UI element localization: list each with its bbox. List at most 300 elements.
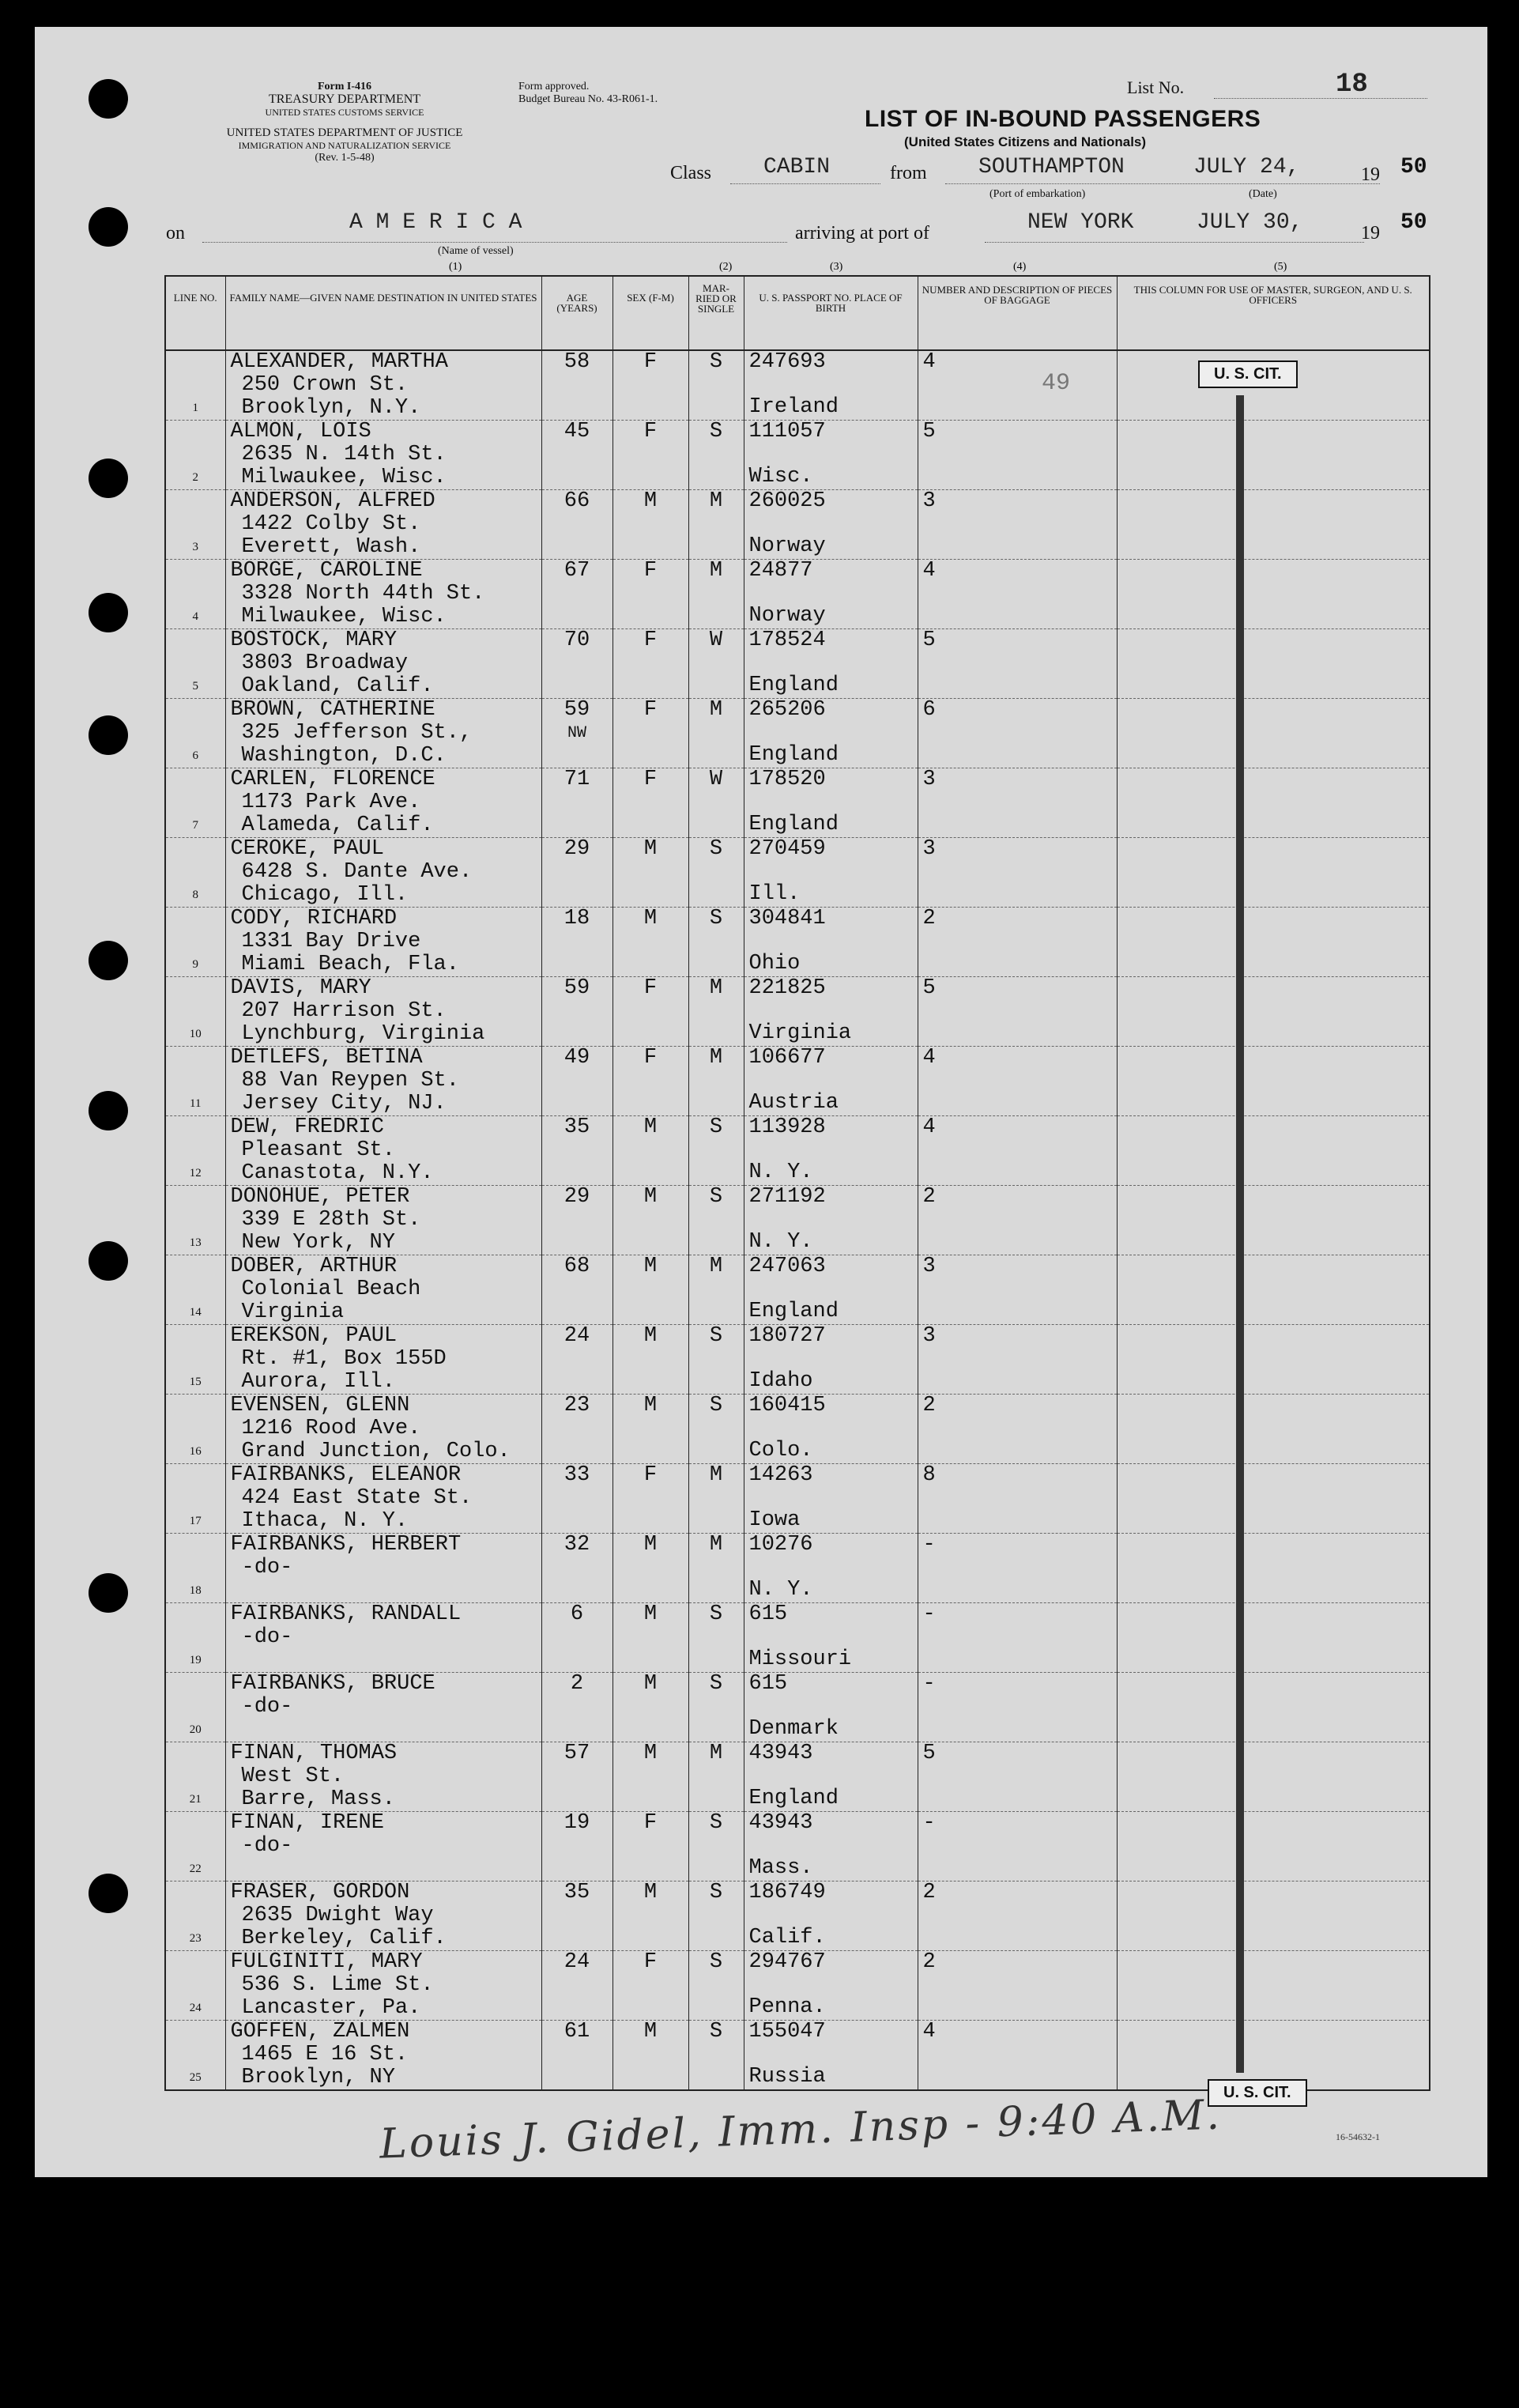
address-line-2: Brooklyn, N.Y. <box>241 396 421 420</box>
passenger-name: FAIRBANKS, RANDALL <box>230 1602 462 1626</box>
address-line-2: Ithaca, N. Y. <box>241 1509 409 1533</box>
passport-number: 247063 <box>748 1255 826 1278</box>
birthplace: Norway <box>748 604 826 628</box>
marital-status: M <box>709 489 723 513</box>
marital-cell <box>688 1464 744 1534</box>
line-number <box>165 1116 225 1186</box>
marital-status: M <box>709 698 723 722</box>
birthplace: Russia <box>748 2065 826 2089</box>
sex: M <box>643 837 658 861</box>
punch-hole <box>89 79 128 119</box>
age-cell <box>541 1395 612 1464</box>
age-cell <box>541 490 612 560</box>
passport-cell <box>744 1881 918 1951</box>
marital-status: M <box>709 1255 723 1278</box>
col-num-5: (5) <box>1274 261 1287 273</box>
age-cell <box>541 2021 612 2091</box>
line-no: 20 <box>189 1723 202 1736</box>
sex-cell <box>612 908 688 977</box>
baggage-cell <box>918 908 1117 977</box>
passenger-name: ANDERSON, ALFRED <box>230 489 435 513</box>
baggage-cell <box>918 1673 1117 1742</box>
passenger-name: CEROKE, PAUL <box>230 837 384 861</box>
sex: F <box>643 698 658 722</box>
address-line-1: Pleasant St. <box>241 1138 395 1162</box>
address-line-2: Canastota, N.Y. <box>241 1161 434 1185</box>
sex: M <box>643 489 658 513</box>
embark-date: JULY 24, <box>1193 155 1300 179</box>
baggage-count: 4 <box>922 1115 936 1139</box>
marital-status: S <box>709 350 723 374</box>
marital-status: S <box>709 1950 723 1974</box>
address-line-1: Colonial Beach <box>241 1278 421 1301</box>
sex-cell <box>612 699 688 768</box>
official-use-cell <box>1117 1395 1430 1464</box>
address-line-2: Chicago, Ill. <box>241 883 409 907</box>
passenger-name: FINAN, THOMAS <box>230 1742 398 1765</box>
passport-number: 155047 <box>748 2020 826 2044</box>
marital-cell <box>688 1116 744 1186</box>
address-line-2: Oakland, Calif. <box>241 674 434 698</box>
marital-cell <box>688 2021 744 2091</box>
marital-status: S <box>709 1811 723 1835</box>
birthplace: Denmark <box>748 1717 839 1741</box>
official-use-cell <box>1117 1255 1430 1325</box>
passenger-name: FRASER, GORDON <box>230 1881 410 1904</box>
passenger-name: ALEXANDER, MARTHA <box>230 350 448 374</box>
name-cell <box>225 490 541 560</box>
sex-cell <box>612 1534 688 1603</box>
marital-status: S <box>709 1324 723 1348</box>
baggage-count: 8 <box>922 1463 936 1487</box>
official-use-cell <box>1117 1881 1430 1951</box>
address-line-2: Lancaster, Pa. <box>241 1996 421 2020</box>
address-line-2: Virginia <box>241 1300 345 1324</box>
sex: M <box>643 1324 658 1348</box>
sex: F <box>643 1463 658 1487</box>
passport-cell <box>744 1603 918 1673</box>
sex-cell <box>612 1812 688 1881</box>
age-cell <box>541 768 612 838</box>
form-revision: (Rev. 1-5-48) <box>315 152 375 164</box>
passenger-name: EREKSON, PAUL <box>230 1324 398 1348</box>
age: 33 <box>564 1463 590 1487</box>
line-no: 22 <box>189 1863 202 1875</box>
name-cell <box>225 560 541 629</box>
address-line-1: 2635 N. 14th St. <box>241 443 447 466</box>
passport-cell <box>744 1464 918 1534</box>
age: 35 <box>564 1881 590 1904</box>
baggage-cell <box>918 490 1117 560</box>
baggage-cell <box>918 1395 1117 1464</box>
arrival-port: NEW YORK <box>1027 210 1134 235</box>
birthplace: Missouri <box>748 1647 852 1671</box>
baggage-count: - <box>922 1811 936 1835</box>
passport-number: 615 <box>748 1602 788 1626</box>
sex: M <box>643 1533 658 1557</box>
baggage-count: 2 <box>922 907 936 930</box>
sex-cell <box>612 1395 688 1464</box>
marital-status: S <box>709 1115 723 1139</box>
birthplace: Norway <box>748 534 826 558</box>
passport-number: 111057 <box>748 420 826 443</box>
official-use-cell <box>1117 699 1430 768</box>
marital-status: S <box>709 1672 723 1696</box>
passenger-name: DEW, FREDRIC <box>230 1115 384 1139</box>
address-line-1: 1465 E 16 St. <box>241 2043 409 2066</box>
passport-cell <box>744 1534 918 1603</box>
approval-text: Form approved. <box>518 81 590 92</box>
arrival-date: JULY 30, <box>1197 210 1303 235</box>
line-number <box>165 1603 225 1673</box>
passport-cell <box>744 1325 918 1395</box>
marital-cell <box>688 1047 744 1116</box>
col-num-3: (3) <box>830 261 843 273</box>
address-line-1: 2635 Dwight Way <box>241 1904 434 1927</box>
official-use-cell <box>1117 1116 1430 1186</box>
header-married: MAR- RIED OR SINGLE <box>688 276 744 350</box>
form-agency-block <box>163 81 526 164</box>
birthplace: N. Y. <box>748 1230 813 1254</box>
line-number <box>165 1047 225 1116</box>
name-cell <box>225 1812 541 1881</box>
baggage-count: 5 <box>922 628 936 652</box>
baggage-count: 2 <box>922 1881 936 1904</box>
marital-status: S <box>709 837 723 861</box>
list-no-underline <box>1214 98 1427 99</box>
marital-status: S <box>709 1881 723 1904</box>
sex: M <box>643 1185 658 1209</box>
sex-cell <box>612 1673 688 1742</box>
address-line-1: 339 E 28th St. <box>241 1208 421 1232</box>
passport-cell <box>744 421 918 490</box>
passport-number: 221825 <box>748 976 826 1000</box>
baggage-count: 2 <box>922 1185 936 1209</box>
birthplace: Virginia <box>748 1021 852 1045</box>
line-number <box>165 421 225 490</box>
official-use-cell <box>1117 1047 1430 1116</box>
age: 49 <box>564 1046 590 1070</box>
passport-number: 106677 <box>748 1046 826 1070</box>
year-prefix-2: 19 <box>1361 223 1380 243</box>
name-cell <box>225 1255 541 1325</box>
name-cell <box>225 1534 541 1603</box>
address-line-2: Aurora, Ill. <box>241 1370 395 1394</box>
form-title: LIST OF IN-BOUND PASSENGERS <box>865 106 1261 132</box>
line-number <box>165 977 225 1047</box>
age-cell <box>541 560 612 629</box>
marital-status: S <box>709 420 723 443</box>
sex-cell <box>612 421 688 490</box>
punch-hole <box>89 1091 128 1130</box>
arrival-underline <box>985 242 1364 243</box>
official-use-cell <box>1117 1186 1430 1255</box>
official-use-cell <box>1117 1534 1430 1603</box>
age-cell <box>541 1742 612 1812</box>
passport-cell <box>744 1742 918 1812</box>
age: 67 <box>564 559 590 583</box>
address-line-1: 1216 Rood Ave. <box>241 1417 421 1440</box>
age-cell <box>541 1603 612 1673</box>
line-no: 23 <box>189 1932 202 1945</box>
age-cell <box>541 629 612 699</box>
baggage-count: 6 <box>922 698 936 722</box>
passenger-name: BORGE, CAROLINE <box>230 559 423 583</box>
marital-cell <box>688 908 744 977</box>
baggage-cell <box>918 838 1117 908</box>
baggage-cell <box>918 1603 1117 1673</box>
age-note: NW <box>567 724 586 742</box>
col-num-1: (1) <box>449 261 462 273</box>
citizen-bracket-line <box>1236 395 1244 2073</box>
official-use-cell <box>1117 1812 1430 1881</box>
us-citizen-stamp-top: U. S. CIT. <box>1198 360 1298 388</box>
address-line-1: -do- <box>241 1834 293 1858</box>
class-label: Class <box>670 163 712 183</box>
line-number <box>165 1951 225 2021</box>
passport-cell <box>744 1116 918 1186</box>
line-number <box>165 2021 225 2091</box>
age: 29 <box>564 837 590 861</box>
vessel-underline <box>202 242 787 243</box>
header-baggage: NUMBER AND DESCRIPTION OF PIECES OF BAGGAGE <box>918 276 1117 350</box>
baggage-count: 3 <box>922 1324 936 1348</box>
baggage-count: 3 <box>922 1255 936 1278</box>
line-number <box>165 629 225 699</box>
line-no: 7 <box>192 819 198 832</box>
line-no: 16 <box>189 1445 202 1458</box>
line-number <box>165 560 225 629</box>
line-no: 12 <box>189 1167 202 1179</box>
baggage-count: 2 <box>922 1950 936 1974</box>
on-label: on <box>166 223 185 243</box>
passenger-name: FAIRBANKS, HERBERT <box>230 1533 462 1557</box>
punch-hole <box>89 1573 128 1613</box>
year-prefix-1: 19 <box>1361 164 1380 185</box>
age-cell <box>541 838 612 908</box>
passport-cell <box>744 350 918 421</box>
baggage-cell <box>918 1951 1117 2021</box>
passport-cell <box>744 699 918 768</box>
address-line-2: Lynchburg, Virginia <box>241 1022 485 1046</box>
birthplace: Iowa <box>748 1508 801 1532</box>
line-no: 18 <box>189 1584 202 1597</box>
baggage-count: 5 <box>922 420 936 443</box>
passport-number: 180727 <box>748 1324 826 1348</box>
passenger-name: BROWN, CATHERINE <box>230 698 435 722</box>
age: 35 <box>564 1115 590 1139</box>
header-sex: SEX (F-M) <box>612 276 688 350</box>
class-underline <box>730 183 880 184</box>
age-cell <box>541 1186 612 1255</box>
marital-status: M <box>709 976 723 1000</box>
passport-cell <box>744 1047 918 1116</box>
from-underline <box>945 183 1380 184</box>
address-line-1: 536 S. Lime St. <box>241 1973 434 1997</box>
passport-number: 160415 <box>748 1394 826 1417</box>
age-cell <box>541 1255 612 1325</box>
line-no: 4 <box>192 610 198 623</box>
birthplace: Ill. <box>748 882 801 906</box>
marital-cell <box>688 560 744 629</box>
line-no: 10 <box>189 1028 202 1040</box>
baggage-count: 4 <box>922 350 936 374</box>
line-no: 21 <box>189 1793 202 1806</box>
baggage-count: 5 <box>922 976 936 1000</box>
name-cell <box>225 838 541 908</box>
year-2: 50 <box>1400 210 1427 235</box>
baggage-cell <box>918 1116 1117 1186</box>
address-line-1: 6428 S. Dante Ave. <box>241 860 473 884</box>
sex: F <box>643 1811 658 1835</box>
passenger-name: DETLEFS, BETINA <box>230 1046 423 1070</box>
baggage-cell <box>918 629 1117 699</box>
line-number <box>165 1742 225 1812</box>
age-cell <box>541 421 612 490</box>
sex-cell <box>612 1603 688 1673</box>
age: 19 <box>564 1811 590 1835</box>
age-cell <box>541 1325 612 1395</box>
line-number <box>165 768 225 838</box>
line-number <box>165 1255 225 1325</box>
sex: F <box>643 1046 658 1070</box>
justice-dept: UNITED STATES DEPARTMENT OF JUSTICE <box>226 126 463 139</box>
marital-cell <box>688 490 744 560</box>
baggage-count: 5 <box>922 1742 936 1765</box>
official-use-cell <box>1117 1951 1430 2021</box>
address-line-1: 88 Van Reypen St. <box>241 1069 459 1093</box>
embark-caption: (Port of embarkation) <box>989 188 1086 200</box>
address-line-2: Milwaukee, Wisc. <box>241 466 447 489</box>
address-line-1: 325 Jefferson St., <box>241 721 473 745</box>
marital-cell <box>688 1812 744 1881</box>
passport-number: 14263 <box>748 1463 813 1487</box>
birthplace: Penna. <box>748 1995 826 2019</box>
marital-cell <box>688 1951 744 2021</box>
age-cell <box>541 1812 612 1881</box>
passport-cell <box>744 1255 918 1325</box>
passport-cell <box>744 2021 918 2091</box>
name-cell <box>225 350 541 421</box>
line-no: 13 <box>189 1236 202 1249</box>
age: 71 <box>564 768 590 791</box>
line-number <box>165 1325 225 1395</box>
sex: F <box>643 350 658 374</box>
sex-cell <box>612 1116 688 1186</box>
marital-cell <box>688 977 744 1047</box>
passport-number: 178524 <box>748 628 826 652</box>
line-no: 2 <box>192 471 198 484</box>
passport-cell <box>744 629 918 699</box>
line-no: 8 <box>192 889 198 901</box>
sex: F <box>643 768 658 791</box>
passport-cell <box>744 908 918 977</box>
punch-hole <box>89 593 128 632</box>
address-line-1: -do- <box>241 1695 293 1719</box>
marital-status: S <box>709 907 723 930</box>
baggage-count: - <box>922 1533 936 1557</box>
line-no: 19 <box>189 1654 202 1666</box>
birthplace: Wisc. <box>748 465 813 489</box>
birthplace: England <box>748 743 839 767</box>
sex-cell <box>612 1951 688 2021</box>
passport-cell <box>744 768 918 838</box>
passport-cell <box>744 977 918 1047</box>
address-line-1: 3328 North 44th St. <box>241 582 485 606</box>
header-age: AGE (YEARS) <box>541 276 612 350</box>
line-no: 24 <box>189 2002 202 2014</box>
name-cell <box>225 699 541 768</box>
age: 6 <box>570 1602 584 1626</box>
passenger-name: FAIRBANKS, ELEANOR <box>230 1463 462 1487</box>
address-line-2: Milwaukee, Wisc. <box>241 605 447 628</box>
official-use-cell <box>1117 1464 1430 1534</box>
passenger-name: BOSTOCK, MARY <box>230 628 398 652</box>
punch-hole <box>89 715 128 755</box>
passenger-name: CODY, RICHARD <box>230 907 398 930</box>
address-line-2: New York, NY <box>241 1231 395 1255</box>
name-cell <box>225 1395 541 1464</box>
age-cell <box>541 1534 612 1603</box>
age-cell <box>541 977 612 1047</box>
baggage-cell <box>918 1186 1117 1255</box>
official-use-cell <box>1117 908 1430 977</box>
sex: F <box>643 559 658 583</box>
baggage-count: 4 <box>922 2020 936 2044</box>
birthplace: England <box>748 1300 839 1323</box>
line-no: 6 <box>192 749 198 762</box>
punch-hole <box>89 207 128 247</box>
age-cell <box>541 908 612 977</box>
age: 24 <box>564 1950 590 1974</box>
sex: F <box>643 628 658 652</box>
marital-status: S <box>709 1394 723 1417</box>
passport-cell <box>744 1951 918 2021</box>
line-number <box>165 1186 225 1255</box>
age-cell <box>541 1881 612 1951</box>
name-cell <box>225 1186 541 1255</box>
passenger-name: CARLEN, FLORENCE <box>230 768 435 791</box>
age: 29 <box>564 1185 590 1209</box>
marital-status: M <box>709 1533 723 1557</box>
marital-cell <box>688 1325 744 1395</box>
col-num-4: (4) <box>1013 261 1027 273</box>
marital-cell <box>688 699 744 768</box>
class-value: CABIN <box>763 155 831 179</box>
official-use-cell <box>1117 490 1430 560</box>
sex: M <box>643 2020 658 2044</box>
age-cell <box>541 1116 612 1186</box>
sex: M <box>643 1115 658 1139</box>
baggage-count: - <box>922 1672 936 1696</box>
baggage-cell <box>918 977 1117 1047</box>
age: 58 <box>564 350 590 374</box>
form-approval <box>518 81 658 106</box>
sex-cell <box>612 1186 688 1255</box>
passenger-name: FINAN, IRENE <box>230 1811 384 1835</box>
form-number: Form I-416 <box>317 81 372 92</box>
passenger-name: DONOHUE, PETER <box>230 1185 410 1209</box>
customs-service: UNITED STATES CUSTOMS SERVICE <box>265 107 424 118</box>
ins-service: IMMIGRATION AND NATURALIZATION SERVICE <box>238 140 451 151</box>
marital-cell <box>688 1603 744 1673</box>
passport-number: 178520 <box>748 768 826 791</box>
passport-cell <box>744 1673 918 1742</box>
from-label: from <box>890 163 927 183</box>
age: 18 <box>564 907 590 930</box>
sex: M <box>643 1881 658 1904</box>
passport-number: 265206 <box>748 698 826 722</box>
